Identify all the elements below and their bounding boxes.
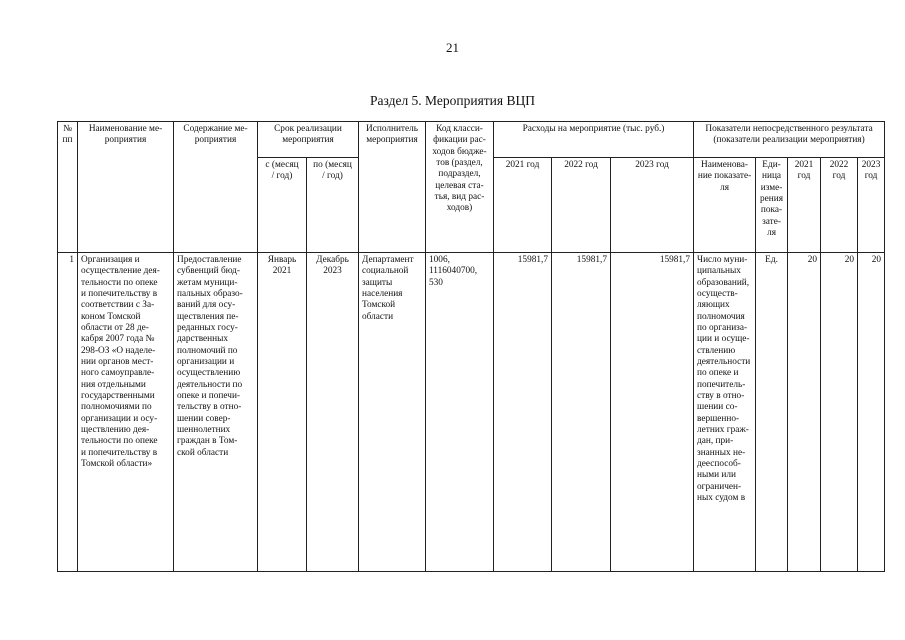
cell-event-name: Организация и осуществление дея- тельности по опеке и попечительству в соответствии с За- коном Томской области от 28 де- кабря 2007 года № 298-ОЗ «О наделе- нии органов мест- ного самоуправле- ния отдельными государственными полномочиями по организации и осу- ществлению дея- тельности по опеке и попечительству в Томской области»	[78, 253, 174, 572]
header-exp-2022: 2022 год	[552, 158, 611, 253]
header-ind-2021: 2021 год	[788, 158, 821, 253]
header-period: Срок реализации мероприятия	[258, 122, 359, 158]
header-event-name: Наименование ме- роприятия	[78, 122, 174, 253]
cell-exp-2021: 15981,7	[494, 253, 552, 572]
cell-code: 1006, 1116040700, 530	[426, 253, 494, 572]
table-row	[58, 253, 885, 572]
cell-period-from: Январь 2021	[258, 253, 307, 572]
cell-content: Предоставление субвенций бюд- жетам муници- пальных образо- ваний для осу- ществления пе- реданных госу- дарственных полномочий по организации и осуществлению деятельности по опеке и попечи- тельству в отно- шении совер- шеннолетних граждан в Том- ской области	[174, 253, 258, 572]
events-table	[57, 121, 885, 572]
header-ind-name: Наименова- ние показате- ля	[694, 158, 756, 253]
header-exp-2021: 2021 год	[494, 158, 552, 253]
header-ind-2023: 2023 год	[858, 158, 885, 253]
cell-ind-2023: 20	[858, 253, 885, 572]
header-ind-2022: 2022 год	[821, 158, 858, 253]
header-executor: Исполнитель мероприятия	[359, 122, 426, 253]
cell-exp-2022: 15981,7	[552, 253, 611, 572]
header-period-from: с (месяц / год)	[258, 158, 307, 253]
cell-period-to: Декабрь 2023	[307, 253, 359, 572]
header-indicators: Показатели непосредственного результата (показатели реализации мероприятия)	[694, 122, 885, 158]
header-period-to: по (месяц / год)	[307, 158, 359, 253]
cell-ind-2021: 20	[788, 253, 821, 572]
header-exp-2023: 2023 год	[611, 158, 694, 253]
cell-num: 1	[58, 253, 78, 572]
header-code: Код класси- фикации рас- ходов бюдже- тов (раздел, подраздел, целевая ста- тья, вид рас- ходов)	[426, 122, 494, 253]
cell-ind-name: Число муни- ципальных образований, осуществ- ляющих полномочия по организа- ции и осуще- ствлению деятельности по опеке и попечитель- ству в отно- шении со- вершенно- летних граж- дан, при- знанных не- дееспособ- ными или ограничен- ных судом в	[694, 253, 756, 572]
page-number: 21	[446, 40, 459, 55]
header-num: № пп	[58, 122, 78, 253]
header-content: Содержание ме- роприятия	[174, 122, 258, 253]
section-title: Раздел 5. Мероприятия ВЦП	[370, 93, 535, 108]
header-expenses: Расходы на мероприятие (тыс. руб.)	[494, 122, 694, 158]
cell-exp-2023: 15981,7	[611, 253, 694, 572]
cell-ind-2022: 20	[821, 253, 858, 572]
cell-executor: Департамент социальной защиты населения Томской области	[359, 253, 426, 572]
cell-ind-unit: Ед.	[756, 253, 788, 572]
header-ind-unit: Еди- ница изме- рения пока- зате- ля	[756, 158, 788, 253]
header-row-1	[58, 122, 885, 158]
